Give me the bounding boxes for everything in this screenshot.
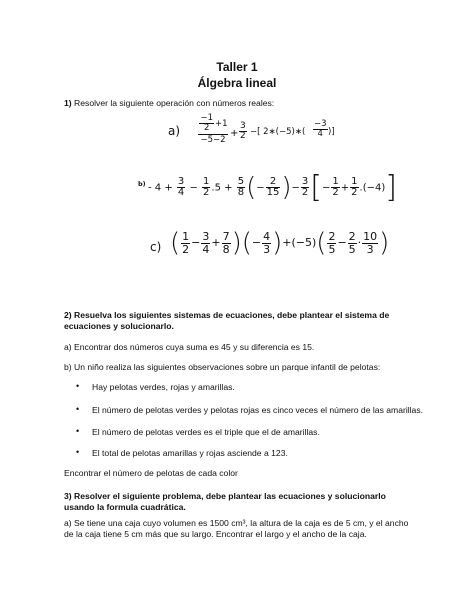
eq-c-f6d: 5: [348, 242, 356, 256]
equation-a-fraction-1: [198, 114, 228, 145]
eq-c-f1n: 1: [182, 229, 190, 243]
eq-b-f6n: 1: [332, 175, 339, 187]
bullet-icon: •: [76, 381, 80, 391]
eq-b-f7d: 2: [351, 187, 358, 198]
eq-c-f7n: 10: [363, 229, 378, 243]
question-2-b: b) Un niño realiza las siguientes observaciones sobre un parque infantil de pelotas:: [64, 362, 381, 372]
equation-a: [168, 112, 358, 158]
eq-c-p1: +: [211, 236, 221, 249]
eq-a-fraction-2: [239, 122, 247, 142]
eq-a-rest1: −[ 2∗(−5)∗(: [250, 127, 306, 137]
eq-c-m4: ·: [357, 236, 362, 249]
eq-b-f4n: 2: [266, 177, 281, 189]
eq-b-f3d: 8: [237, 187, 245, 198]
eq-b-m1: −: [189, 182, 198, 194]
eq-b-p1: - 4 +: [148, 182, 173, 194]
eq-b-f1d: 4: [177, 187, 185, 198]
eq-b-f5n: 3: [301, 175, 309, 187]
eq-b-p5: −: [322, 182, 331, 194]
list-item: El total de pelotas amarillas y rojas asciende a 123.: [92, 448, 288, 458]
equation-b: b) - 4 + $\frac{3}{4}$ − $\frac{1}{2}$ .5 + $\frac{5}{8}$ (− $\frac{2}{15}$ )− $\frac{3}{2}$ [− $\frac{1}{2}$ + $\frac{1}{2}$ .(−4)]: [138, 170, 397, 205]
eq-b-f7n: 1: [351, 175, 358, 187]
bullet-icon: •: [76, 447, 80, 457]
eq-c-m2: −: [251, 236, 262, 249]
eq-a-f3-den: 4: [317, 128, 323, 139]
eq-c-f6n: 2: [348, 229, 356, 243]
document-title: Taller 1: [216, 60, 258, 74]
equation-c: c) ( $\frac{1}{2}$ − $\frac{3}{4}$ + $\frac{7}{8}$ )(− $\frac{4}{3}$ )+(−5)( $\frac{2}{5}$ − $\frac{2}{5}$ · $\frac{10}{3}$ ): [150, 228, 390, 258]
list-item: Hay pelotas verdes, rojas y amarillas.: [92, 382, 235, 392]
equation-c-label: c): [150, 240, 162, 254]
list-item: El número de pelotas verdes es el triple que el de amarillas.: [92, 427, 320, 437]
eq-c-f1d: 2: [182, 242, 190, 256]
question-3-a: a) Se tiene una caja cuyo volumen es 1500 cm³, la altura de la caja es de 5 cm, y el ancho de la caja tiene 5 cm más que su largo. Encontrar el largo y el ancho de la caja.: [64, 518, 409, 539]
eq-a-f2-num: 3: [240, 121, 246, 131]
eq-b-f2n: 1: [203, 175, 210, 187]
eq-c-f5n: 2: [328, 229, 336, 243]
eq-a-f2-den: 2: [240, 131, 246, 142]
eq-a-rest2: )]: [328, 127, 335, 137]
eq-c-f4d: 3: [263, 242, 271, 256]
eq-c-f2d: 4: [202, 242, 210, 256]
eq-b-f3n: 5: [237, 175, 245, 187]
question-2-heading: 2) Resuelva los siguientes sistemas de ecuaciones, debe plantear el sistema de ecuaciones y solucionarlo.: [64, 310, 390, 331]
eq-c-f2n: 3: [202, 229, 210, 243]
eq-c-p2: +(−5): [282, 236, 317, 249]
eq-b-f4d: 15: [266, 187, 280, 198]
bullet-icon: •: [76, 404, 80, 414]
eq-b-f6d: 2: [332, 187, 339, 198]
eq-a-plus1: +1: [215, 118, 228, 129]
eq-b-p3: −: [256, 182, 265, 194]
document-subtitle: Álgebra lineal: [197, 76, 277, 90]
eq-a-fraction-3: [313, 120, 328, 139]
eq-b-p7: .(−4): [359, 182, 386, 194]
bullet-icon: •: [76, 426, 80, 436]
eq-a-f1-den: −5−2: [198, 134, 228, 145]
eq-b-f5d: 2: [301, 187, 309, 198]
question-1-number: 1): [64, 98, 72, 108]
question-2-find: Encontrar el número de pelotas de cada color: [64, 468, 238, 478]
equation-a-label: a): [168, 124, 181, 138]
eq-c-m1: −: [191, 236, 201, 249]
question-2-a: a) Encontrar dos números cuya suma es 45 y su diferencia es 15.: [64, 342, 315, 352]
eq-a-f1-top-num: −1: [200, 113, 213, 123]
eq-c-m3: −: [337, 236, 347, 249]
eq-b-p2: .5 +: [211, 182, 233, 194]
eq-a-f3-num: −3: [314, 119, 327, 129]
list-item: El número de pelotas verdes y pelotas rojas es cinco veces el número de las amarillas.: [92, 405, 424, 415]
eq-a-plus: +: [230, 128, 239, 139]
eq-c-f3n: 7: [222, 229, 230, 243]
eq-a-f1-top-den: 2: [204, 122, 210, 133]
eq-b-f1n: 3: [177, 175, 185, 187]
eq-c-f7d: 3: [366, 242, 374, 256]
question-1-text: Resolver la siguiente operación con números reales:: [74, 98, 275, 108]
equation-b-label: b): [138, 180, 146, 188]
eq-c-f4n: 4: [263, 229, 271, 243]
question-1: [64, 98, 424, 109]
eq-b-p4: −: [291, 182, 300, 194]
eq-c-f5d: 5: [328, 242, 336, 256]
question-3-heading: 3) Resolver el siguiente problema, debe plantear las ecuaciones y solucionarlo usando la formula cuadrática.: [64, 491, 386, 512]
eq-c-f3d: 8: [222, 242, 230, 256]
eq-b-f2d: 2: [203, 187, 210, 198]
eq-b-p6: +: [340, 182, 350, 194]
